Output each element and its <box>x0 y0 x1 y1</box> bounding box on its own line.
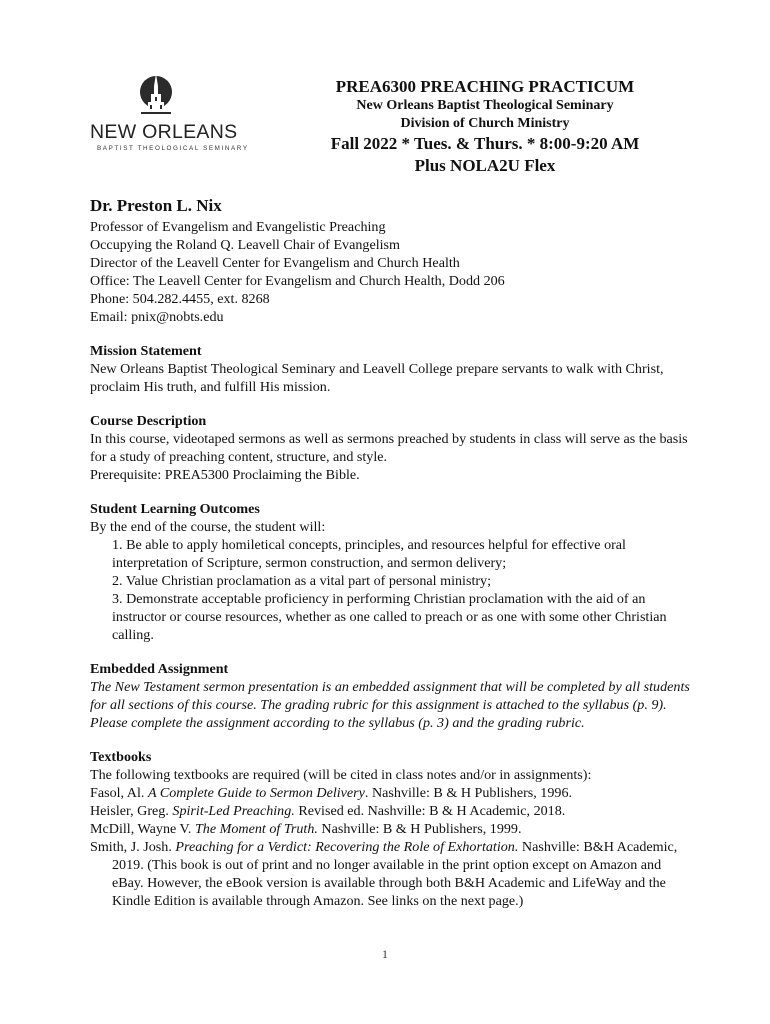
book-author: Smith, J. Josh. <box>90 839 176 855</box>
seminary-logo <box>88 72 249 162</box>
section-heading: Student Learning Outcomes <box>90 501 260 517</box>
book-title: A Complete Guide to Sermon Delivery <box>147 785 365 801</box>
book-publication: Nashville: B&H Academic, 2019. (This book is out of print and no longer available in the print option except on Amazon and eBay. However, the eBook version is available through both B&H Academic and LifeWay and the Kindle Edition is available through Amazon. See links on the next page.) <box>112 839 678 909</box>
instructor-title: Professor of Evangelism and Evangelistic Preaching <box>90 219 386 235</box>
section-heading: Mission Statement <box>90 343 202 359</box>
book-author: Heisler, Greg. <box>90 803 173 819</box>
logo-subtitle: BAPTIST THEOLOGICAL SEMINARY <box>97 145 249 152</box>
instructor-email: Email: pnix@nobts.edu <box>90 309 224 325</box>
embedded-section <box>90 660 690 732</box>
textbooks-section <box>90 748 690 910</box>
description-section <box>90 412 690 484</box>
course-format: Plus NOLA2U Flex <box>414 156 556 175</box>
book-title: Preaching for a Verdict: Recovering the Role of Exhortation. <box>175 839 519 855</box>
instructor-office: Office: The Leavell Center for Evangelism and Church Health, Dodd 206 <box>90 273 505 289</box>
description-text: In this course, videotaped sermons as well as sermons preached by students in class will serve as the basis for a study of preaching content, structure, and style. <box>90 431 688 465</box>
syllabus-content <box>90 196 690 910</box>
section-heading: Textbooks <box>90 749 152 765</box>
book-title: The Moment of Truth. <box>194 821 318 837</box>
book-author: McDill, Wayne V. <box>90 821 195 837</box>
textbooks-intro: The following textbooks are required (will be cited in class notes and/or in assignments): <box>90 767 592 783</box>
mission-text: New Orleans Baptist Theological Seminary and Leavell College prepare servants to walk with Christ, proclaim His truth, and fulfill His mission. <box>90 361 664 395</box>
embedded-text: The New Testament sermon presentation is an embedded assignment that will be completed by all students for all sections of this course. The grading rubric for this assignment is attached to the syllabus (p. 9). Please complete the assignment according to the syllabus (p. 3) and the grading rubric. <box>90 679 690 731</box>
outcomes-intro: By the end of the course, the student will: <box>90 519 326 535</box>
textbook-entry <box>90 820 690 838</box>
book-publication: Nashville: B & H Publishers, 1999. <box>317 821 522 837</box>
term-schedule: Fall 2022 * Tues. & Thurs. * 8:00-9:20 AM <box>330 134 640 153</box>
chapel-steeple-icon <box>139 72 173 120</box>
section-heading: Embedded Assignment <box>90 661 229 677</box>
instructor-phone: Phone: 504.282.4455, ext. 8268 <box>90 291 270 307</box>
instructor-name: Dr. Preston L. Nix <box>90 196 222 215</box>
logo-wordmark: NEW ORLEANS <box>90 121 238 143</box>
outcome-item: 2. Value Christian proclamation as a vital part of personal ministry; <box>112 573 492 589</box>
textbook-entry <box>90 802 690 820</box>
school-name: New Orleans Baptist Theological Seminary <box>356 98 614 113</box>
section-heading: Course Description <box>90 413 207 429</box>
instructor-chair: Occupying the Roland Q. Leavell Chair of Evangelism <box>90 237 400 253</box>
prerequisite-text: Prerequisite: PREA5300 Proclaiming the Bible. <box>90 467 360 483</box>
book-publication: . Nashville: B & H Publishers, 1996. <box>364 785 573 801</box>
mission-section <box>90 342 690 396</box>
outcome-item: 1. Be able to apply homiletical concepts, principles, and resources helpful for effective oral interpretation of Scripture, sermon construction, and sermon delivery; <box>112 537 626 571</box>
instructor-director: Director of the Leavell Center for Evangelism and Church Health <box>90 255 460 271</box>
outcomes-section <box>90 500 690 644</box>
textbook-entry <box>90 784 690 802</box>
book-title: Spirit-Led Preaching. <box>172 803 295 819</box>
textbook-entry <box>90 838 690 910</box>
page-number: 1 <box>382 947 388 961</box>
outcome-item: 3. Demonstrate acceptable proficiency in performing Christian proclamation with the aid of an instructor or course resources, whether as one called to preach or as one with some other Christian calling. <box>112 591 667 643</box>
division-name: Division of Church Ministry <box>400 116 570 131</box>
course-title: PREA6300 PREACHING PRACTICUM <box>335 77 635 96</box>
book-publication: Revised ed. Nashville: B & H Academic, 2018. <box>294 803 566 819</box>
book-author: Fasol, Al. <box>90 785 148 801</box>
